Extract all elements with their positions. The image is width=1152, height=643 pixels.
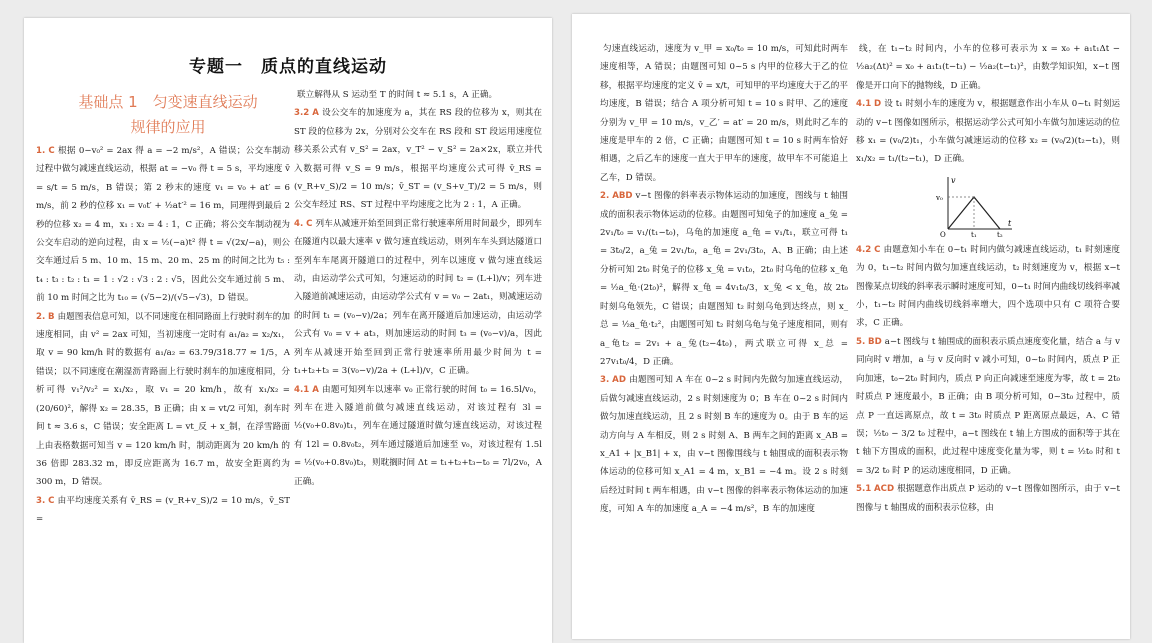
velocity-time-graph xyxy=(936,173,1016,237)
t1-label: t₁ xyxy=(971,230,977,237)
answer-item: 3. AD 由题图可知 A 车在 0~2 s 时间内先做匀加速直线运动，后做匀减速直线运动，2 s 时刻速度为 0；B 车在 0~2 s 时间内做匀加速直线运动，且 2 s 时刻 B 车的速度为 0。由于 B 车的运动方向与 A 车相反，则 2 s 时刻 A、B 两车之间的距离 x_AB = x_A1 + |x_B1| + x，由 v−t 图像围线与 t 轴围成的面积表示物体运动的位移可知 x_A1 = 4 m，x_B1 = −4 m。设 2 s 时刻后经过时间 t 两车相遇，由 v−t 图像的斜率表示物体运动的加速度，可知 A 车的加速度 a_A = −4 m/s²，B 车的加速度 xyxy=(600,375,848,515)
left-page xyxy=(24,18,552,643)
v0-label: v₀ xyxy=(936,193,943,202)
v-axis-label: v xyxy=(951,175,956,185)
answer-item: 线，在 t₁~t₂ 时间内，小车的位移可表示为 x = x₀ + a₁t₁Δt − ½a₂(Δt)² = x₀ + a₁t₁(t−t₁) − ½a₂(t−t₁)²，由数学知识知，x−t 图像是开口向下的抛物线，D 正确。 xyxy=(856,44,1120,91)
answer-item: 4.2 C 由题意知小车在 0~t₁ 时间内做匀减速直线运动，t₁ 时刻速度为 0，t₁~t₂ 时间内做匀加速直线运动，t₂ 时刻速度为 v，根据 x−t 图像某点切线的斜率表示瞬时速度可知，0~t₁ 时间内曲线切线斜率减小，t₁~t₂ 时间内曲线切线斜率增大，四个选项中只有 C 项符合要求，C 正确。 xyxy=(856,244,1120,329)
t2-label: t₂ xyxy=(997,230,1003,237)
section-title xyxy=(36,90,300,140)
right-page-column-2 xyxy=(856,40,1120,517)
answer-item: 联立解得从 S 运动至 T 的时间 t ≈ 5.1 s，A 正确。 xyxy=(297,90,498,100)
t-axis-label: t xyxy=(1008,218,1012,228)
answer-item: 2. B 由题图表信息可知，以不同速度在相同路面上行驶时刹车的加速度相同，由 v² = 2ax 可知，当初速度一定时有 a₁/a₂ = x₂/x₁，取 v = 90 km/h 时的数据有 a₁/a₂ = 63.79/318.77 ≈ 1/5，A 错误；以不同速度在潮湿沥青路面上行驶时刹车的加速度相同，分析可得 v₁²/v₂² = x₁/x₂，取 v₁ = 20 km/h，故有 x₁/x₂ = (20/60)²，解得 x₂ = 28.35，B 正确；由 x = vt/2 可知，刹车时间 t ≈ 3.6 s，C 错误；安全距离 L = vt_反 + x_制，在浮雪路面上由表格数据可知当 v = 120 km/h 时，制动距离为 20 km/h 的 36 倍即 283.32 m，即反应距离为 16.7 m，故安全距离约为 300 m，D 错误。 xyxy=(36,311,290,488)
right-page xyxy=(572,14,1130,639)
answer-item: 3. C 由平均速度关系有 v̄_RS = (v_R+v_S)/2 = 10 m/s，v̄_ST = xyxy=(36,495,290,525)
section-title-line-2: 规律的应用 xyxy=(130,118,206,136)
answer-item: 匀速直线运动，速度为 v_甲 = x₀/t₀ = 10 m/s，可知此时两车速度相等，A 错误；由题图可知 0~5 s 内甲的位移大于乙的位移，根据平均速度的定义 v̄ = x/t，可知甲的平均速度大于乙的平均速度，B 错误；结合 A 项分析可知 t = 10 s 时甲、乙的速度分别为 v_甲 = 10 m/s，v_乙′ = at′ = 20 m/s，则此时乙车的速度是甲车的 2 倍，C 正确；由题图可知 t = 10 s 时两车恰好相遇，之后乙车的速度一直大于甲车的速度，故甲车不可能追上乙车，D 错误。 xyxy=(600,44,848,183)
answer-item: 1. C 根据 0−v₀² = 2ax 得 a = −2 m/s²，A 错误；公交车制动过程中做匀减速直线运动，根据 at = −v₀ 得 t = 5 s，平均速度 v̄ = s/t = 5 m/s，B 错误；第 2 秒末的速度 v₁ = v₀ + at′ = 6 m/s，前 2 秒的位移 x₁ = v₀t′ + ½at′² = 16 m，同理得到最后 2 秒的位移 x₂ = 4 m，x₁ : x₂ = 4 : 1，C 正确；将公交车制动视为公交车启动的逆向过程，由 x = ½(−a)t² 得 t = √(2x/−a)，则公交车通过后 5 m、10 m、15 m、20 m、25 m 的时间之比为 t₅ : t₄ : t₃ : t₂ : t₁ = 1 : √2 : √3 : 2 : √5，因此公交车通过前 5 m、前 10 m 时间之比为 t₁₀ = (√5−2)/(√5−√3)，D 错误。 xyxy=(36,146,290,304)
answer-item: 5.1 ACD 根据题意作出质点 P 运动的 v−t 图像如图所示，由于 v−t 图像与 t 轴围成的面积表示位移，由 xyxy=(856,484,1121,513)
left-page-column-2 xyxy=(294,86,542,491)
answer-item: 5. BD a−t 图线与 t 轴围成的面积表示质点速度变化量，结合 a 与 v 同向时 v 增加，a 与 v 反向时 v 减小可知，0~t₀ 时间内，质点 P 正向加速，t₀~2t₀ 时间内，质点 P 向正向减速至速度为零，故 t = 2t₀ 时质点 P 速度最小，B 正确；由 B 项分析可知，0~3t₀ 过程中，质点 P 一直远离原点，故 t = 3t₀ 时质点 P 距离原点最远，A、C 错误；½t₀ − 3/2 t₀ 过程中，a−t 图线在 t 轴上方围成的面积等于其在 t 轴下方围成的面积，此过程中速度变化量为零，则 t = ½t₀ 时和 t = 3/2 t₀ 时 P 的运动速度相同，D 正确。 xyxy=(856,336,1120,476)
answer-item: 4.1 A 由题可知列车以速率 v₀ 正常行驶的时间 t₀ = 16.5l/v₀，列车在进入隧道前做匀减速直线运动，对该过程有 3l = ½(v₀+0.8v₀)t₁，列车在通过隧道时做匀速直线运动，对该过程有 12l = 0.8v₀t₂，列车通过隧道后加速至 v₀，对该过程有 1.5l = ½(v₀+0.8v₀)t₃，则耽搁时间 Δt = t₁+t₂+t₃−t₀ = 7l/2v₀，A 正确。 xyxy=(294,384,543,487)
answer-item: 2. ABD v−t 图像的斜率表示物体运动的加速度，图线与 t 轴围成的面积表示物体运动的位移。由题图可知兔子的加速度 a_兔 = 2v₁/t₀ = v₁/(t₁−t₀)，乌龟的加速度 a_龟 = v₁/t₁，联立可得 t₁ = 3t₀/2，a_兔 = 2v₁/t₀，a_龟 = 2v₁/3t₀，A、B 正确；由上述分析可知 2t₀ 时兔子的位移 x_兔 = v₁t₀，2t₀ 时乌龟的位移 x_龟 = ½a_龟·(2t₀)²，解得 x_龟 = 4v₁t₀/3，x_兔 < x_龟，故 2t₀ 时刻乌龟领先，C 错误；由题图知 t₂ 时刻乌龟到达终点，则 x_总 = ½a_龟·t₂²，由题图可知 t₂ 时刻乌龟与兔子速度相同，则有 a_龟t₂ = 2v₁ + a_兔(t₂−4t₀)，两式联立可得 x_总 = 27v₁t₀/4，D 正确。 xyxy=(600,191,848,367)
page-title: 专题一 质点的直线运动 xyxy=(189,57,387,77)
section-title-line-1: 基础点 1 匀变速直线运动 xyxy=(78,93,258,111)
answer-item: 4.1 D 设 t₁ 时刻小车的速度为 v，根据题意作出小车从 0~t₁ 时刻运动的 v−t 图像如图所示，根据运动学公式可知小车做匀加速运动的位移 x₁ = (v₀/2)t₁，小车做匀减速运动的位移 x₂ = (v₀/2)(t₂−t₁)，则 x₁/x₂ = t₁/(t₂−t₁)，D 正确。 xyxy=(856,99,1120,165)
answer-item: 4. C 列车从减速开始至回到正常行驶速率所用时间最少，即列车在隧道内以最大速率 v 做匀速直线运动，则列车车头到达隧道口至列车车尾离开隧道口的过程中，列车以速度 v 做匀速直线运动，由运动学公式可知，匀速运动的时间 t₂ = (L+l)/v；列车进入隧道前减速运动，由运动学公式有 v = v₀ − 2at₁，则减速运动的时间 t₁ = (v₀−v)/2a；列车在离开隧道后加速运动，由运动学公式有 v₀ = v + at₃，则加速运动的时间 t₃ = (v₀−v)/a，因此列车从减速开始至回到正常行驶速率所用最少时间为 t = t₁+t₂+t₃ = 3(v₀−v)/2a + (L+l)/v，C 正确。 xyxy=(294,218,542,377)
right-page-column-1 xyxy=(600,40,848,519)
answer-item: 3.2 A 设公交车的加速度为 a，其在 RS 段的位移为 x，则其在 ST 段的位移为 2x，分别对公交车在 RS 段和 ST 段运用速度位移关系公式有 v_S² = 2ax，v_T² − v_S² = 2a×2x，联立并代入数据可得 v_S = 9 m/s，根据平均速度公式可得 v̄_RS = (v_R+v_S)/2 = 10 m/s；v̄_ST = (v_S+v_T)/2 = 5 m/s，则公交车经过 RS、ST 过程中平均速度之比为 2 : 1，A 正确。 xyxy=(294,108,543,211)
left-page-column-1 xyxy=(36,142,290,529)
origin-label: O xyxy=(940,230,946,237)
